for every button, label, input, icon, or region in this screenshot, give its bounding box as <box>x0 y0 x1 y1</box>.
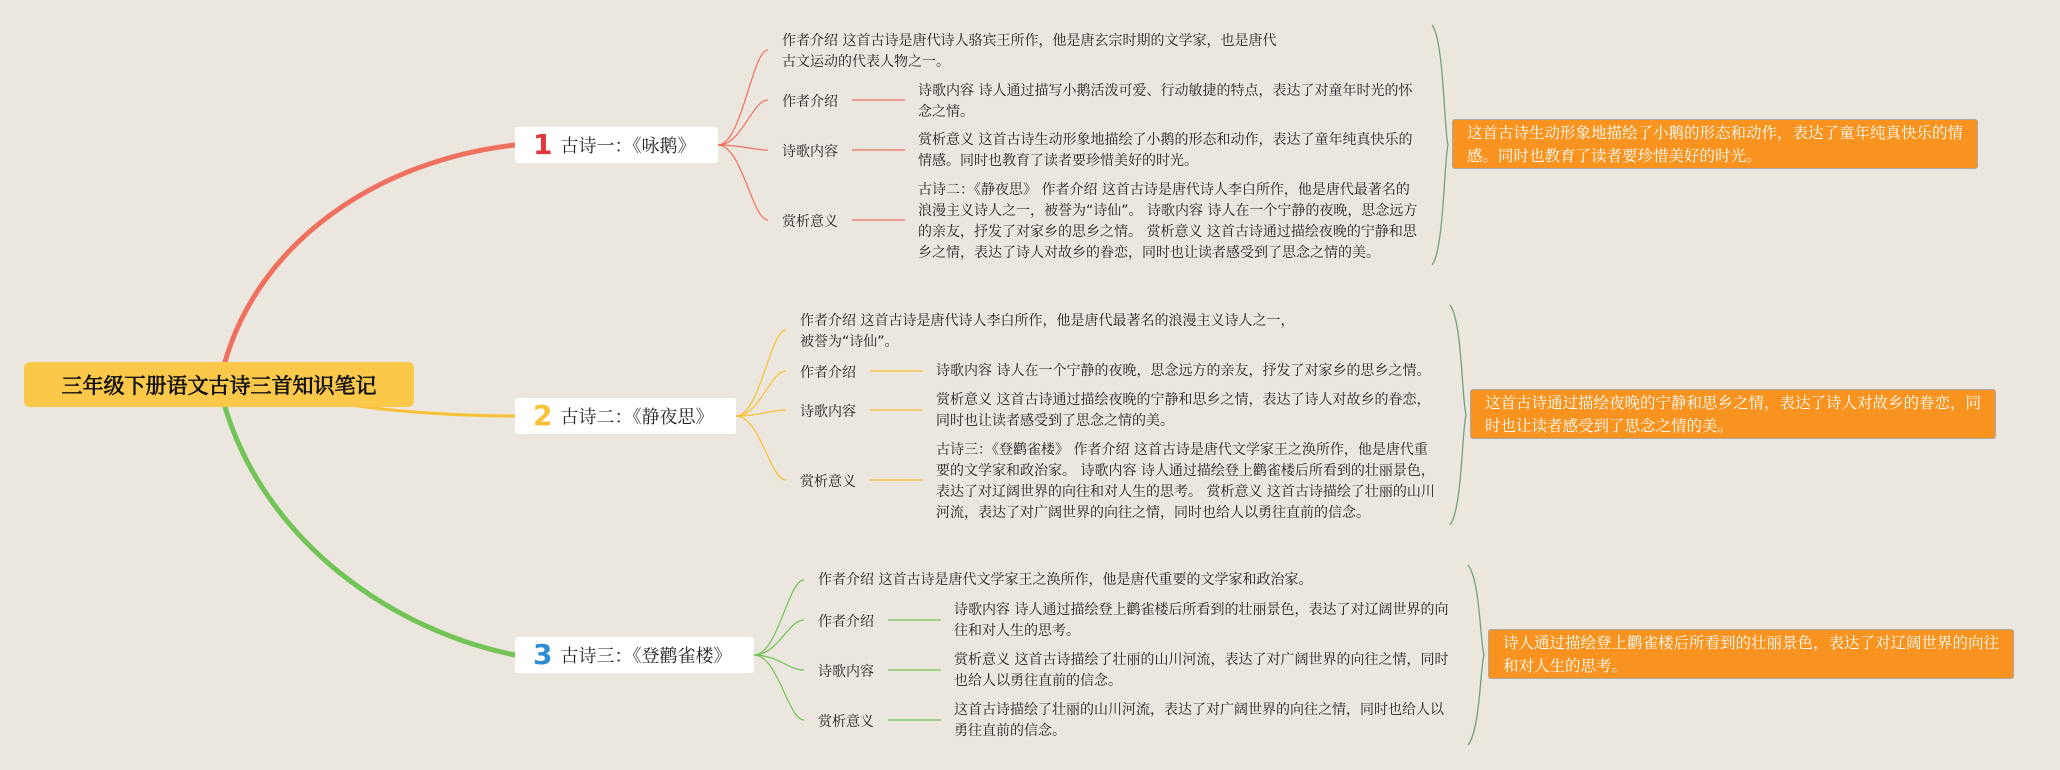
summary-3[interactable] <box>1488 629 2014 679</box>
topic-number-2: 2 <box>533 399 553 432</box>
topic-number-3: 3 <box>533 638 553 671</box>
topic-title-1: 古诗一：《咏鹅》 <box>560 136 696 157</box>
brace-3 <box>1468 565 1484 745</box>
topic-node-2[interactable] <box>515 398 736 434</box>
main-branch-3 <box>225 407 515 655</box>
summary-2[interactable] <box>1470 389 1996 439</box>
b2-conn-sub3 <box>736 416 786 480</box>
b2-leaf-1: 诗歌内容 诗人在一个宁静的夜晚，思念远方的亲友，抒发了对家乡的思乡之情。 <box>936 363 1431 379</box>
b3-leaf-3: 这首古诗描绘了壮丽的山川河流，表达了对广阔世界的向往之情，同时也给人以勇往直前的信念。 <box>954 702 1444 739</box>
b2-sub-2[interactable]: 诗歌内容 <box>800 404 856 420</box>
brace-1 <box>1432 25 1448 265</box>
b3-sub-1[interactable]: 作者介绍 <box>818 614 874 630</box>
b1-leaf-2: 赏析意义 这首古诗生动形象地描绘了小鹅的形态和动作，表达了童年纯真快乐的情感。同时也教育了读者要珍惜美好的时光。 <box>918 132 1413 169</box>
summary-2-text: 这首古诗通过描绘夜晚的宁静和思乡之情，表达了诗人对故乡的眷恋，同时也让读者感受到了思念之情的美。 <box>1485 394 1982 435</box>
b3-sub-3[interactable]: 赏析意义 <box>818 714 874 730</box>
summary-3-text: 诗人通过描绘登上鹳雀楼后所看到的壮丽景色，表达了对辽阔世界的向往和对人生的思考。 <box>1503 634 2000 675</box>
b2-conn-intro <box>736 330 786 416</box>
b2-intro: 作者介绍 这首古诗是唐代诗人李白所作，他是唐代最著名的浪漫主义诗人之一，被誉为“诗仙”。 <box>800 313 1295 350</box>
b1-conn-intro <box>718 50 768 145</box>
b3-conn-intro <box>754 580 804 655</box>
topic-number-1: 1 <box>533 128 553 161</box>
b1-leaf-3: 古诗二：《静夜思》 作者介绍 这首古诗是唐代诗人李白所作，他是唐代最著名的浪漫主义诗人之一，被誉为“诗仙”。 诗歌内容 诗人在一个宁静的夜晚，思念远方的亲友，抒发了对家乡的思乡之情。 赏析意义 这首古诗通过描绘夜晚的宁静和思乡之情，表达了诗人对故乡的眷恋，同时也让读者感受到了思念之情的美。 <box>918 182 1418 261</box>
root-label: 三年级下册语文古诗三首知识笔记 <box>61 373 377 398</box>
b3-conn-sub3 <box>754 655 804 720</box>
b1-conn-sub3 <box>718 145 768 220</box>
summary-1[interactable] <box>1452 119 1978 169</box>
b3-leaf-1: 诗歌内容 诗人通过描绘登上鹳雀楼后所看到的壮丽景色，表达了对辽阔世界的向往和对人生的思考。 <box>954 602 1449 639</box>
b1-intro: 作者介绍 这首古诗是唐代诗人骆宾王所作，他是唐玄宗时期的文学家，也是唐代古文运动的代表人物之一。 <box>782 33 1277 70</box>
b1-sub-1[interactable]: 作者介绍 <box>782 94 838 110</box>
topic-title-3: 古诗三：《登鹳雀楼》 <box>560 646 732 667</box>
b2-sub-3[interactable]: 赏析意义 <box>800 474 856 490</box>
b3-leaf-2: 赏析意义 这首古诗描绘了壮丽的山川河流，表达了对广阔世界的向往之情，同时也给人以勇往直前的信念。 <box>954 652 1449 689</box>
b1-sub-3[interactable]: 赏析意义 <box>782 214 838 230</box>
b1-sub-2[interactable]: 诗歌内容 <box>782 144 838 160</box>
b3-intro: 作者介绍 这首古诗是唐代文学家王之涣所作，他是唐代重要的文学家和政治家。 <box>818 572 1313 588</box>
brace-2 <box>1450 305 1466 525</box>
b2-sub-1[interactable]: 作者介绍 <box>800 365 856 381</box>
root-node[interactable] <box>24 362 414 407</box>
summary-1-text: 这首古诗生动形象地描绘了小鹅的形态和动作，表达了童年纯真快乐的情感。同时也教育了读者要珍惜美好的时光。 <box>1467 124 1964 165</box>
main-branch-1 <box>225 145 515 362</box>
topic-title-2: 古诗二：《静夜思》 <box>560 407 714 428</box>
topic-node-1[interactable] <box>515 127 718 163</box>
b2-leaf-3: 古诗三：《登鹳雀楼》 作者介绍 这首古诗是唐代文学家王之涣所作，他是唐代重要的文学家和政治家。 诗歌内容 诗人通过描绘登上鹳雀楼后所看到的壮丽景色，表达了对辽阔世界的向往和对人生的思考。 赏析意义 这首古诗描绘了壮丽的山川河流，表达了对广阔世界的向往之情，同时也给人以勇往直前的信念。 <box>936 442 1435 521</box>
topic-node-3[interactable] <box>515 637 754 673</box>
b2-conn-sub1 <box>736 371 786 416</box>
b3-sub-2[interactable]: 诗歌内容 <box>818 664 874 680</box>
b1-leaf-1: 诗歌内容 诗人通过描写小鹅活泼可爱、行动敏捷的特点，表达了对童年时光的怀念之情。 <box>918 83 1413 120</box>
b2-leaf-2: 赏析意义 这首古诗通过描绘夜晚的宁静和思乡之情，表达了诗人对故乡的眷恋，同时也让读者感受到了思念之情的美。 <box>936 392 1431 429</box>
